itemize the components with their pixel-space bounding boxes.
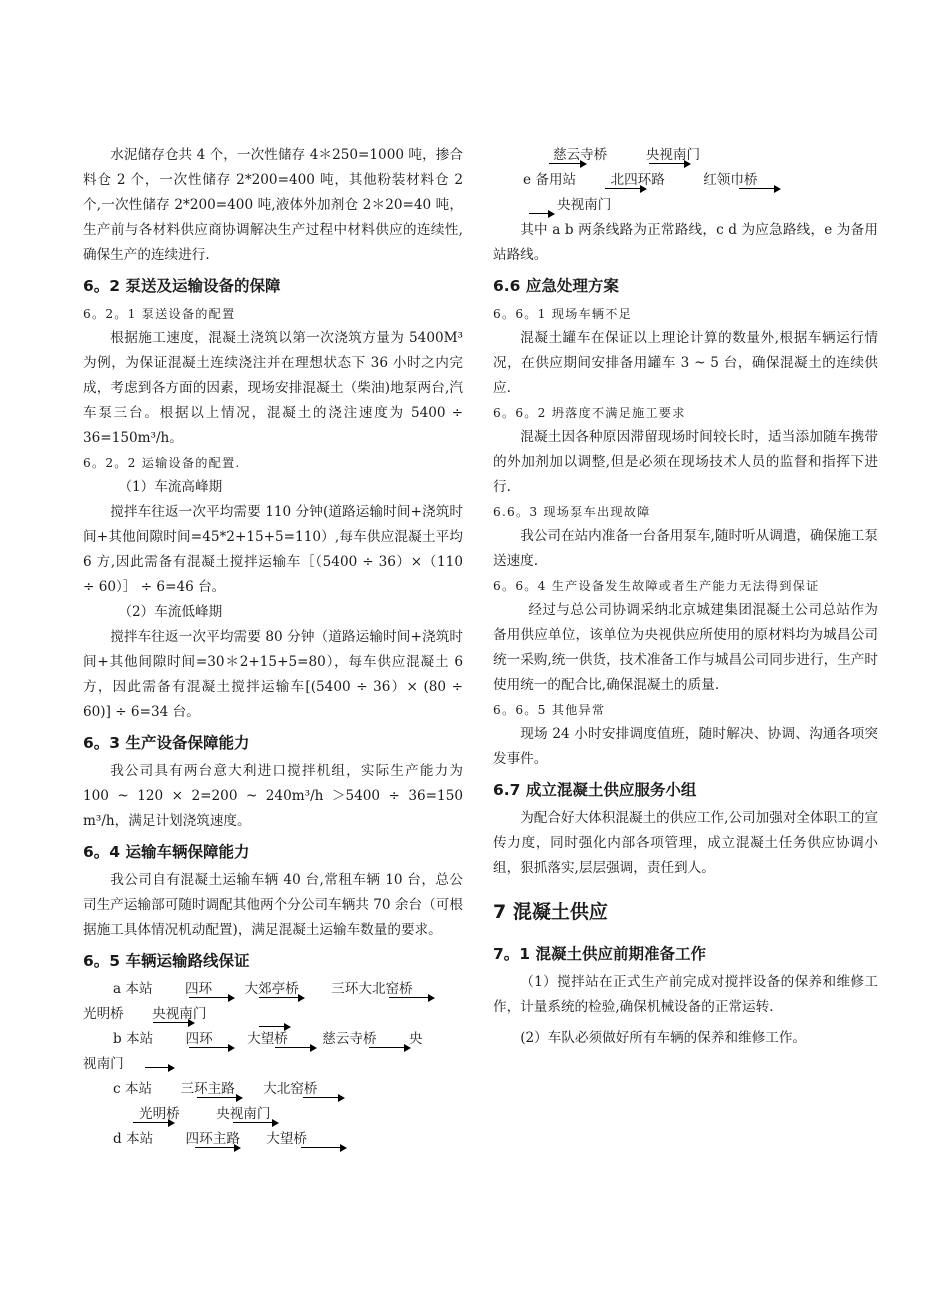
paragraph-6-6-4: 经过与总公司协调采纳北京城建集团混凝土公司总站作为备用供应单位，该单位为央视供应所使用的原材料均为城昌公司统一采购,统一供货，技术准备工作与城昌公司同步进行，生产时使用统一的配合比,确保混凝土的质量.	[493, 602, 878, 693]
paragraph-7-1-1: （1）搅拌站在正式生产前完成对搅拌设备的保养和维修工作，计量系统的检验,确保机械设备的正常运转.	[493, 974, 878, 1015]
paragraph-peak: 搅拌车往返一次平均需要 110 分钟(道路运输时间+浇筑时间+其他间隙时间=45*2+15+5=110）,每车供应混凝土平均 6 方,因此需备有混凝土搅拌运输车［（5400 ÷ 36）×（110 ÷ 60）］ ÷ 6=46 台。	[83, 504, 463, 595]
paragraph-7-1-2: (2）车队必须做好所有车辆的保养和维修工作。	[520, 1030, 807, 1046]
route-a-stop-0: a 本站	[113, 981, 153, 997]
route-b-stop-4: 央	[408, 1031, 423, 1047]
route-e-cont	[493, 193, 878, 218]
heading-6-6-5: 6。6。5 其他异常	[493, 703, 606, 717]
heading-6-2-2: 6。2。2 运输设备的配置.	[83, 456, 241, 470]
route-d-stop-1: 四环主路	[185, 1131, 240, 1147]
route-a2-stop-1: 央视南门	[152, 1006, 207, 1022]
arrow-icon	[197, 1097, 241, 1098]
paragraph-production: 我公司具有两台意大利进口搅拌机组，实际生产能力为 100 ~ 120 × 2=200 ~ 240m³/h ＞5400 ÷ 36=150 m³/h，满足计划浇筑速度。	[83, 763, 463, 829]
paragraph-6-7: 为配合好大体积混凝土的供应工作,公司加强对全体职工的宣传力度，同时强化内部各项管理，成立混凝土任务供应协调小组，狠抓落实,层层强调，责任到人。	[493, 810, 878, 876]
route-c-stop-1: 三环主路	[180, 1081, 235, 1097]
heading-6-7: 6.7 成立混凝土供应服务小组	[493, 781, 697, 799]
arrow-icon	[739, 188, 779, 189]
route-d	[83, 1127, 463, 1152]
route-c-stop-2: 大北窑桥	[263, 1081, 318, 1097]
route-e-stop-2: 红领巾桥	[703, 172, 758, 188]
arrow-icon	[153, 1022, 193, 1023]
arrow-icon	[189, 997, 233, 998]
paragraph-storage: 水泥储存仓共 4 个，一次性储存 4＊250=1000 吨，掺合料仓 2 个，一次性储存 2*200=400 吨，其他粉装材料仓 2 个,一次性储存 2*200=400 吨,液体外加剂仓 2＊20=40 吨，生产前与各材料供应商协调解决生产过程中材料供应的连续性,确保生产的连续进行.	[83, 147, 463, 263]
heading-6-6: 6.6 应急处理方案	[493, 277, 619, 295]
paragraph-routes: 其中 a b 两条线路为正常路线，c d 为应急路线，e 为备用站路线。	[493, 222, 878, 263]
arrow-icon	[389, 997, 433, 998]
paragraph-low: 搅拌车往返一次平均需要 80 分钟（道路运输时间+浇筑时间+其他间隙时间=30＊2+15+5=80），每车供应混凝土 6 方，因此需备有混凝土搅拌运输车[(5400 ÷ 36）× (80 ÷ 60)] ÷ 6=34 台。	[83, 629, 463, 720]
arrow-icon	[649, 163, 689, 164]
heading-6-6-1: 6。6。1 现场车辆不足	[493, 307, 633, 321]
arrow-icon	[529, 213, 553, 214]
heading-6-6-2: 6。6。2 坍落度不满足施工要求	[493, 406, 686, 420]
heading-6-4: 6。4 运输车辆保障能力	[83, 843, 250, 861]
route-b-stop-2: 大望桥	[247, 1031, 288, 1047]
route-d-cont	[493, 143, 878, 168]
route-c2-stop-1: 央视南门	[216, 1106, 271, 1122]
route-a	[83, 977, 463, 1002]
route-a-stop-1: 四环	[184, 981, 213, 997]
heading-6-3: 6。3 生产设备保障能力	[83, 734, 250, 752]
arrow-icon	[259, 997, 303, 998]
route-d2-stop-0: 慈云寺桥	[553, 147, 608, 163]
paragraph-6-6-3: 我公司在站内准备一台备用泵车,随时听从调遣，确保施工泵送速度.	[493, 528, 878, 569]
route-c-cont	[83, 1102, 463, 1127]
paragraph-vehicles: 我公司自有混凝土运输车辆 40 台,常租车辆 10 台，总公司生产运输部可随时调配其他两个分公司车辆共 70 余台（可根据施工具体情况机动配置)，满足混凝土运输车数量的要求。	[83, 872, 463, 938]
route-a2-stop-0: 光明桥	[83, 1006, 124, 1022]
paragraph-6-6-2: 混凝土因各种原因滞留现场时间较长时，适当添加随车携带的外加剂加以调整,但是必须在现场技术人员的监督和指挥下进行.	[493, 429, 878, 495]
heading-6-6-4: 6。6。4 生产设备发生故障或者生产能力无法得到保证	[493, 579, 820, 593]
route-e	[493, 168, 878, 193]
route-b2-stop: 视南门	[83, 1056, 124, 1072]
route-a-stop-3: 三环大北窑桥	[331, 981, 413, 997]
right-column	[493, 143, 878, 1051]
arrow-icon	[145, 1067, 173, 1068]
route-c2-stop-0: 光明桥	[139, 1106, 180, 1122]
arrow-icon	[605, 188, 645, 189]
route-d-stop-0: d 本站	[113, 1131, 154, 1147]
arrow-icon	[301, 1147, 345, 1148]
route-a-stop-2: 大郊亭桥	[244, 981, 299, 997]
route-b-stop-3: 慈云寺桥	[322, 1031, 377, 1047]
arrow-icon	[189, 1047, 233, 1048]
heading-6-6-3: 6.6。3 现场泵车出现故障	[493, 505, 651, 519]
heading-6-5: 6。5 车辆运输路线保证	[83, 952, 250, 970]
route-e2-stop: 央视南门	[557, 197, 612, 213]
route-e-stop-0: e 备用站	[523, 172, 577, 188]
route-d2-stop-1: 央视南门	[645, 147, 701, 163]
arrow-icon	[369, 1047, 409, 1048]
arrow-icon	[133, 1122, 173, 1123]
arrow-icon	[549, 163, 585, 164]
route-b-stop-0: b 本站	[113, 1031, 154, 1047]
subheading-low: （2）车流低峰期	[118, 604, 223, 620]
heading-7: 7 混凝土供应	[493, 901, 608, 923]
route-d-stop-2: 大望桥	[266, 1131, 308, 1147]
route-b-cont	[83, 1052, 463, 1077]
route-c	[83, 1077, 463, 1102]
route-b-stop-1: 四环	[185, 1031, 213, 1047]
subheading-peak: （1）车流高峰期	[118, 479, 223, 495]
arrow-icon	[303, 1097, 343, 1098]
arrow-icon	[233, 1122, 277, 1123]
heading-7-1: 7。1 混凝土供应前期准备工作	[493, 945, 706, 963]
route-e-stop-1: 北四环路	[610, 172, 665, 188]
route-c-stop-0: c 本站	[113, 1081, 153, 1097]
arrow-icon	[195, 1147, 239, 1148]
left-column	[83, 143, 463, 1152]
paragraph-6-6-5: 现场 24 小时安排调度值班，随时解决、协调、沟通各项突发事件。	[493, 726, 878, 767]
route-b	[83, 1027, 463, 1052]
paragraph-6-6-1: 混凝土罐车在保证以上理论计算的数量外,根据车辆运行情况，在供应期间安排备用罐车 3 ~ 5 台，确保混凝土的连续供应.	[493, 330, 878, 396]
heading-6-2: 6。2 泵送及运输设备的保障	[83, 277, 281, 295]
arrow-icon	[275, 1047, 315, 1048]
paragraph-pump-config: 根据施工速度，混凝土浇筑以第一次浇筑方量为 5400M³ 为例，为保证混凝土连续浇注并在理想状态下 36 小时之内完成，考虑到各方面的因素，现场安排混凝土（柴油)地泵两台,汽车泵三台。根据以上情况，混凝土的浇注速度为 5400 ÷ 36=150m³/h。	[83, 330, 463, 446]
heading-6-2-1: 6。2。1 泵送设备的配置	[83, 307, 236, 321]
route-a-cont	[83, 1002, 463, 1027]
